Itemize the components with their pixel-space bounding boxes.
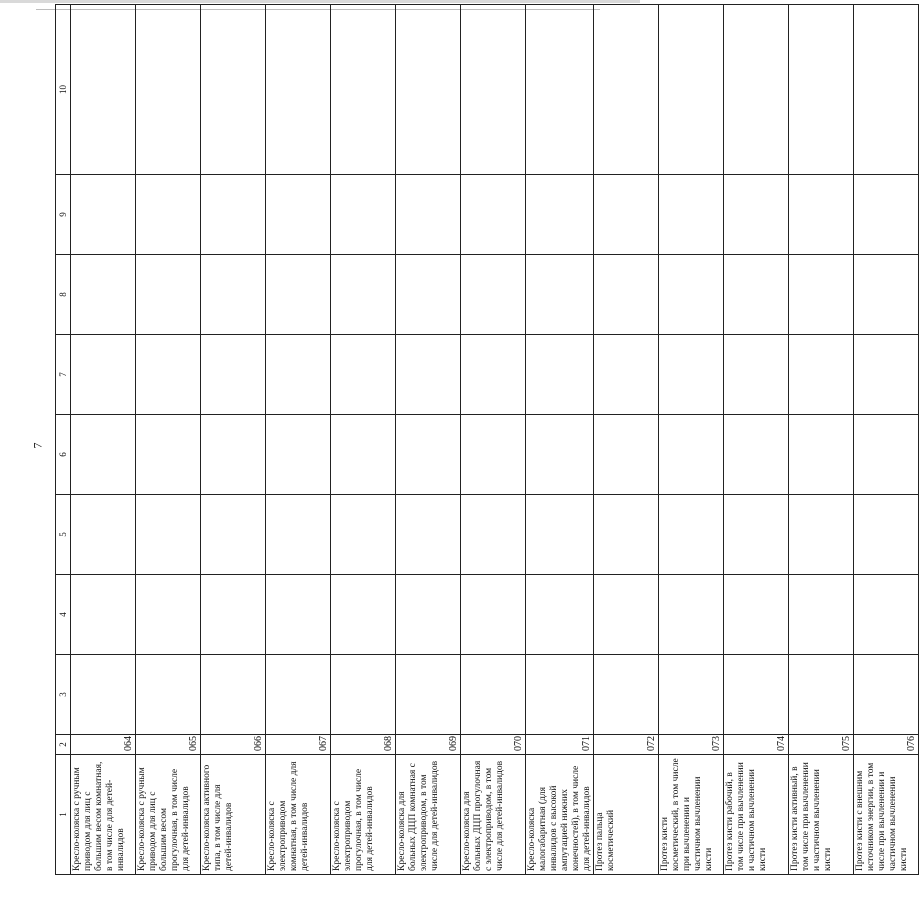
empty-cell-col-8	[71, 255, 136, 335]
table-body	[71, 5, 919, 875]
rotated-table-container	[55, 25, 917, 875]
data-table	[55, 4, 919, 875]
empty-cell-col-6	[789, 415, 854, 495]
table-row	[789, 5, 854, 875]
empty-cell-col-3	[789, 655, 854, 735]
empty-cell-col-4	[594, 575, 659, 655]
empty-cell-col-3	[724, 655, 789, 735]
empty-cell-col-4	[526, 575, 594, 655]
empty-cell-col-4	[201, 575, 266, 655]
empty-cell-col-9	[71, 175, 136, 255]
empty-cell-col-10	[789, 5, 854, 175]
empty-cell-col-5	[659, 495, 724, 575]
empty-cell-col-9	[659, 175, 724, 255]
scan-edge	[0, 0, 640, 3]
row-item-name: Кресло-коляска малогабаритная (для инвалидов с высокой ампутацией нижних конечностей), в том числе для детей-инвалидов	[526, 755, 594, 875]
empty-cell-col-6	[461, 415, 526, 495]
empty-cell-col-9	[331, 175, 396, 255]
row-item-name: Кресло-коляска с электроприводом прогулочная, в том числе для детей-инвалидов	[331, 755, 396, 875]
empty-cell-col-7	[461, 335, 526, 415]
empty-cell-col-9	[136, 175, 201, 255]
row-code: 070	[461, 735, 526, 755]
empty-cell-col-9	[789, 175, 854, 255]
empty-cell-col-5	[789, 495, 854, 575]
row-code: 066	[201, 735, 266, 755]
empty-cell-col-10	[854, 5, 919, 175]
empty-cell-col-8	[136, 255, 201, 335]
empty-cell-col-3	[201, 655, 266, 735]
row-code: 068	[331, 735, 396, 755]
empty-cell-col-4	[71, 575, 136, 655]
empty-cell-col-8	[594, 255, 659, 335]
empty-cell-col-4	[854, 575, 919, 655]
row-item-name: Протез кисти рабочий, в том числе при вычленении и частичном вычленении кисти	[724, 755, 789, 875]
column-header-9: 9	[56, 175, 71, 255]
empty-cell-col-5	[136, 495, 201, 575]
column-header-7: 7	[56, 335, 71, 415]
column-header-10: 10	[56, 5, 71, 175]
empty-cell-col-5	[201, 495, 266, 575]
empty-cell-col-3	[854, 655, 919, 735]
empty-cell-col-10	[396, 5, 461, 175]
row-code: 069	[396, 735, 461, 755]
row-code: 064	[71, 735, 136, 755]
table-row	[136, 5, 201, 875]
empty-cell-col-4	[331, 575, 396, 655]
empty-cell-col-4	[461, 575, 526, 655]
empty-cell-col-6	[526, 415, 594, 495]
table-row	[526, 5, 594, 875]
empty-cell-col-6	[724, 415, 789, 495]
column-header-6: 6	[56, 415, 71, 495]
table-row	[854, 5, 919, 875]
empty-cell-col-8	[854, 255, 919, 335]
empty-cell-col-5	[594, 495, 659, 575]
empty-cell-col-9	[266, 175, 331, 255]
empty-cell-col-6	[396, 415, 461, 495]
empty-cell-col-6	[201, 415, 266, 495]
empty-cell-col-7	[331, 335, 396, 415]
empty-cell-col-3	[136, 655, 201, 735]
empty-cell-col-8	[789, 255, 854, 335]
row-item-name: Протез кисти активный, в том числе при вычленении и частичном вычленении кисти	[789, 755, 854, 875]
empty-cell-col-9	[396, 175, 461, 255]
empty-cell-col-7	[71, 335, 136, 415]
empty-cell-col-8	[396, 255, 461, 335]
empty-cell-col-9	[594, 175, 659, 255]
empty-cell-col-7	[266, 335, 331, 415]
empty-cell-col-7	[396, 335, 461, 415]
empty-cell-col-7	[526, 335, 594, 415]
empty-cell-col-5	[331, 495, 396, 575]
empty-cell-col-3	[461, 655, 526, 735]
empty-cell-col-5	[526, 495, 594, 575]
empty-cell-col-6	[266, 415, 331, 495]
empty-cell-col-8	[461, 255, 526, 335]
empty-cell-col-10	[526, 5, 594, 175]
row-item-name: Кресло-коляска для больных ДЦП прогулочная с электроприводом, в том числе для детей-инвалидов	[461, 755, 526, 875]
empty-cell-col-10	[331, 5, 396, 175]
column-header-1: 1	[56, 755, 71, 875]
empty-cell-col-7	[594, 335, 659, 415]
empty-cell-col-6	[71, 415, 136, 495]
column-header-2: 2	[56, 735, 71, 755]
row-code: 075	[789, 735, 854, 755]
row-code: 074	[724, 735, 789, 755]
empty-cell-col-8	[331, 255, 396, 335]
empty-cell-col-10	[461, 5, 526, 175]
empty-cell-col-3	[396, 655, 461, 735]
row-code: 071	[526, 735, 594, 755]
row-code: 065	[136, 735, 201, 755]
table-row	[201, 5, 266, 875]
row-item-name: Кресло-коляска активного типа, в том числе для детей-инвалидов	[201, 755, 266, 875]
empty-cell-col-5	[724, 495, 789, 575]
empty-cell-col-9	[854, 175, 919, 255]
empty-cell-col-8	[659, 255, 724, 335]
row-code: 067	[266, 735, 331, 755]
table-row	[461, 5, 526, 875]
empty-cell-col-3	[594, 655, 659, 735]
table-row	[724, 5, 789, 875]
empty-cell-col-6	[594, 415, 659, 495]
empty-cell-col-3	[71, 655, 136, 735]
empty-cell-col-10	[266, 5, 331, 175]
empty-cell-col-4	[136, 575, 201, 655]
empty-cell-col-9	[201, 175, 266, 255]
empty-cell-col-9	[526, 175, 594, 255]
column-header-5: 5	[56, 495, 71, 575]
header-row	[56, 5, 71, 875]
empty-cell-col-7	[659, 335, 724, 415]
empty-cell-col-7	[724, 335, 789, 415]
table-row	[594, 5, 659, 875]
empty-cell-col-5	[854, 495, 919, 575]
empty-cell-col-7	[854, 335, 919, 415]
row-code: 072	[594, 735, 659, 755]
empty-cell-col-8	[724, 255, 789, 335]
empty-cell-col-3	[526, 655, 594, 735]
row-item-name: Кресло-коляска с ручным приводом для лиц с большим весом комнатная, в том числе для детей-инвалидов	[71, 755, 136, 875]
empty-cell-col-5	[461, 495, 526, 575]
column-header-4: 4	[56, 575, 71, 655]
empty-cell-col-10	[659, 5, 724, 175]
table-row	[331, 5, 396, 875]
row-item-name: Протез кисти косметический, в том числе при вычленении и частичном вычленении кисти	[659, 755, 724, 875]
empty-cell-col-9	[724, 175, 789, 255]
empty-cell-col-3	[659, 655, 724, 735]
empty-cell-col-7	[789, 335, 854, 415]
column-header-8: 8	[56, 255, 71, 335]
row-code: 076	[854, 735, 919, 755]
empty-cell-col-10	[724, 5, 789, 175]
empty-cell-col-10	[201, 5, 266, 175]
empty-cell-col-10	[594, 5, 659, 175]
empty-cell-col-4	[396, 575, 461, 655]
empty-cell-col-5	[71, 495, 136, 575]
empty-cell-col-6	[854, 415, 919, 495]
row-item-name: Протез кисти с внешним источником энергии, в том числе при вычленении и частичном вычленении кисти	[854, 755, 919, 875]
empty-cell-col-3	[266, 655, 331, 735]
table-row	[71, 5, 136, 875]
column-header-3: 3	[56, 655, 71, 735]
empty-cell-col-5	[396, 495, 461, 575]
row-code: 073	[659, 735, 724, 755]
empty-cell-col-4	[266, 575, 331, 655]
row-item-name: Протез пальца косметический	[594, 755, 659, 875]
empty-cell-col-3	[331, 655, 396, 735]
empty-cell-col-8	[526, 255, 594, 335]
empty-cell-col-7	[136, 335, 201, 415]
empty-cell-col-9	[461, 175, 526, 255]
empty-cell-col-4	[724, 575, 789, 655]
empty-cell-col-6	[659, 415, 724, 495]
empty-cell-col-10	[136, 5, 201, 175]
empty-cell-col-8	[201, 255, 266, 335]
empty-cell-col-6	[331, 415, 396, 495]
empty-cell-col-10	[71, 5, 136, 175]
page-number: 7	[30, 442, 45, 449]
row-item-name: Кресло-коляска с ручным приводом для лиц с большим весом прогулочная, в том числе для детей-инвалидов	[136, 755, 201, 875]
empty-cell-col-4	[789, 575, 854, 655]
empty-cell-col-4	[659, 575, 724, 655]
table-row	[266, 5, 331, 875]
table-row	[659, 5, 724, 875]
table-row	[396, 5, 461, 875]
empty-cell-col-8	[266, 255, 331, 335]
empty-cell-col-7	[201, 335, 266, 415]
row-item-name: Кресло-коляска для больных ДЦП комнатная с электроприводом, в том числе для детей-инвалидов	[396, 755, 461, 875]
empty-cell-col-5	[266, 495, 331, 575]
empty-cell-col-6	[136, 415, 201, 495]
row-item-name: Кресло-коляска с электроприводом комнатная, в том числе для детей-инвалидов	[266, 755, 331, 875]
